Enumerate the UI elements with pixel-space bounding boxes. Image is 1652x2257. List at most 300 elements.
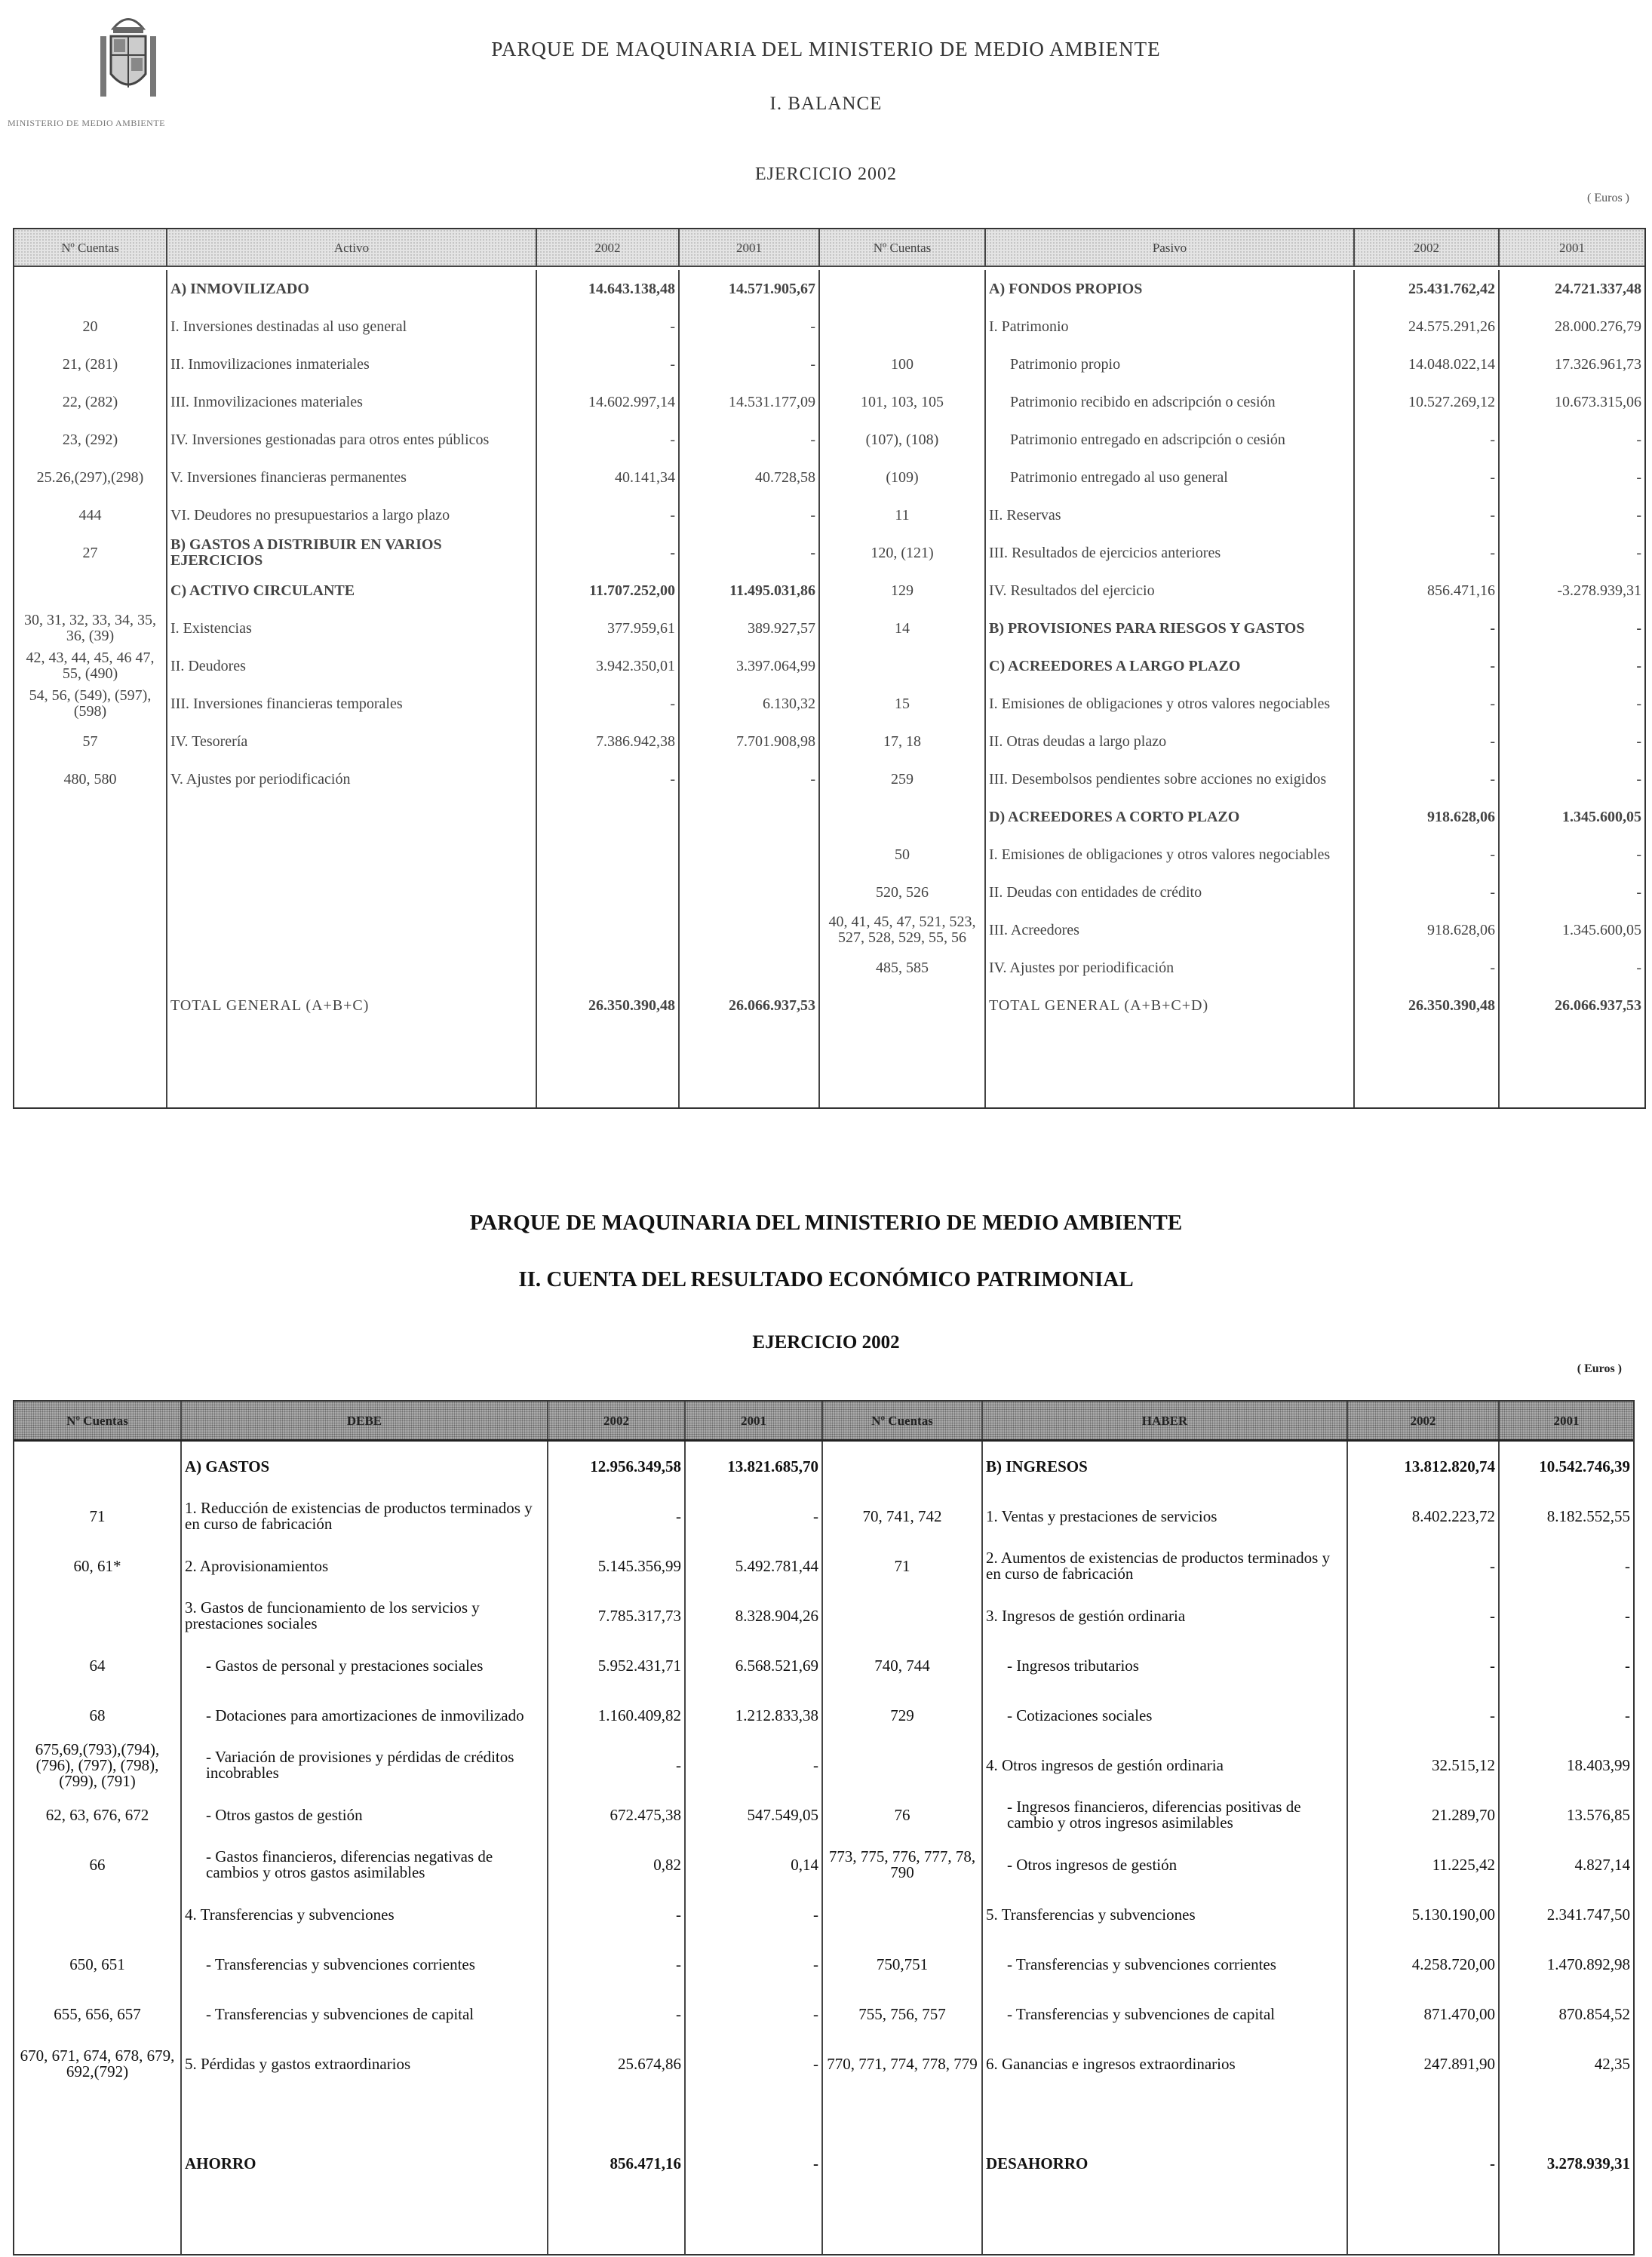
account-numbers (14, 1840, 182, 1890)
account-numbers (823, 1939, 983, 1989)
account-numbers (820, 723, 986, 760)
value-2002-text: 14.602.997,14 (588, 393, 675, 410)
account-numbers (820, 610, 986, 647)
concept-text: - Gastos de personal y prestaciones sociales (206, 1656, 484, 1675)
balance-table (13, 228, 1646, 1109)
value-2001-text: 24.721.337,48 (1555, 280, 1641, 297)
concept-text: 4. Transferencias y subvenciones (185, 1905, 395, 1924)
value-2002 (1348, 1690, 1500, 1740)
concept (983, 1989, 1348, 2039)
value-2002-text: 5.952.431,71 (597, 1656, 681, 1675)
concept-text: I. Emisiones de obligaciones y otros valores negociables (989, 695, 1331, 712)
account-numbers (14, 1790, 182, 1840)
value-2001-text: 8.328.904,26 (735, 1606, 818, 1625)
value-2001 (1500, 1541, 1633, 1591)
table-row (14, 760, 1644, 798)
value-2001 (686, 2039, 823, 2089)
concept-text: 5. Pérdidas y gastos extraordinarios (185, 2054, 411, 2073)
table-row (14, 836, 1644, 874)
concept (986, 496, 1355, 534)
value-2002 (537, 723, 680, 760)
table-row (14, 1840, 1633, 1890)
concept (182, 1591, 548, 1641)
value-2001-text: 18.403,99 (1567, 1755, 1630, 1774)
empty-cell (680, 1024, 820, 1107)
concept (167, 760, 537, 798)
table-row (14, 496, 1644, 534)
value-2001 (1500, 421, 1644, 459)
value-2002-text: - (670, 355, 675, 373)
value-2002-text: - (676, 1755, 681, 1774)
account-numbers-text: 68 (89, 1706, 106, 1724)
account-numbers (823, 2139, 983, 2188)
account-numbers (14, 987, 167, 1024)
value-2002-text: - (1490, 468, 1495, 486)
value-2002-text: - (1490, 883, 1495, 901)
value-2002-text: 32.515,12 (1432, 1755, 1495, 1774)
value-2002 (1348, 2089, 1500, 2139)
column-header: Activo (167, 229, 537, 266)
account-numbers-text: 66 (89, 1855, 106, 1874)
value-2002 (548, 2089, 686, 2139)
account-numbers (14, 2089, 182, 2139)
value-2002 (1355, 798, 1500, 836)
value-2002 (1355, 987, 1500, 1024)
column-header: 2002 (1348, 1402, 1500, 1439)
value-2002 (1355, 723, 1500, 760)
table-row (14, 1491, 1633, 1541)
account-numbers (14, 723, 167, 760)
value-2002 (1355, 459, 1500, 496)
value-2001 (686, 1890, 823, 1939)
value-2001 (680, 383, 820, 421)
value-2002 (1348, 1939, 1500, 1989)
value-2001-text: - (1636, 657, 1641, 674)
concept-text: II. Deudas con entidades de crédito (989, 883, 1202, 901)
value-2002 (548, 1740, 686, 1790)
value-2001-text: - (1636, 846, 1641, 863)
account-numbers (820, 647, 986, 685)
value-2002 (548, 1641, 686, 1690)
value-2002-text: - (1490, 1556, 1495, 1575)
column-header: Pasivo (986, 229, 1355, 266)
value-2002-text: 25.431.762,42 (1408, 280, 1495, 297)
value-2001-text: - (810, 770, 815, 788)
value-2002-text: 5.145.356,99 (597, 1556, 681, 1575)
value-2001-text: - (1625, 1606, 1630, 1625)
value-2001 (1500, 685, 1644, 723)
value-2002 (537, 572, 680, 610)
column-header: Nº Cuentas (823, 1402, 983, 1439)
value-2002 (1355, 836, 1500, 874)
account-numbers-text: 71 (89, 1506, 106, 1525)
value-2001-text: 14.531.177,09 (729, 393, 815, 410)
concept (986, 949, 1355, 987)
table-row (14, 572, 1644, 610)
value-2002-text: - (676, 2004, 681, 2023)
concept-text: - Dotaciones para amortizaciones de inmovilizado (206, 1706, 524, 1724)
account-numbers (14, 610, 167, 647)
value-2002-text: - (1490, 1706, 1495, 1724)
value-2002 (1348, 1591, 1500, 1641)
value-2001 (680, 421, 820, 459)
concept-text: 1. Reducción de existencias de productos terminados y en curso de fabricación (185, 1499, 533, 1533)
value-2002-text: 21.289,70 (1432, 1805, 1495, 1824)
concept (167, 496, 537, 534)
value-2001-text: 40.728,58 (755, 468, 815, 486)
filler-row (14, 1024, 1644, 1107)
value-2002-text: 856.471,16 (1427, 582, 1495, 599)
account-numbers (823, 1541, 983, 1591)
value-2002-text: 7.785.317,73 (597, 1606, 681, 1625)
empty-cell (686, 2188, 823, 2254)
value-2001-text: - (813, 2054, 818, 2073)
value-2002-text: 14.643.138,48 (588, 280, 675, 297)
concept (167, 421, 537, 459)
account-numbers (14, 1740, 182, 1790)
account-numbers (823, 1641, 983, 1690)
value-2002-text: 871.470,00 (1423, 2004, 1495, 2023)
table-header (14, 1402, 1633, 1442)
value-2001 (686, 2089, 823, 2139)
value-2002 (1355, 383, 1500, 421)
account-numbers-text: 11 (895, 506, 910, 524)
column-header: Nº Cuentas (14, 1402, 182, 1439)
table-row (14, 421, 1644, 459)
table-row (14, 459, 1644, 496)
value-2001-text: 389.927,57 (748, 619, 815, 637)
value-2002 (537, 874, 680, 911)
value-2001 (1500, 1840, 1633, 1890)
value-2002-text: 918.628,06 (1427, 808, 1495, 825)
value-2001-text: 6.130,32 (763, 695, 815, 712)
concept (986, 685, 1355, 723)
account-numbers (823, 1989, 983, 2039)
concept-text: - Ingresos tributarios (1007, 1656, 1139, 1675)
concept (167, 723, 537, 760)
table-row (14, 2039, 1633, 2089)
value-2001 (680, 949, 820, 987)
value-2002 (1348, 1790, 1500, 1840)
concept (986, 610, 1355, 647)
account-numbers-text: (109) (886, 468, 919, 486)
value-2002-text: - (1490, 846, 1495, 863)
empty-cell (983, 2188, 1348, 2254)
value-2002 (548, 2039, 686, 2089)
value-2001 (680, 647, 820, 685)
concept (182, 1790, 548, 1840)
account-numbers-text: 57 (82, 732, 98, 750)
account-numbers-text: 670, 671, 674, 678, 679, 692,(792) (20, 2047, 175, 2080)
value-2002 (537, 610, 680, 647)
value-2001 (680, 911, 820, 949)
value-2001-text: 28.000.276,79 (1555, 318, 1641, 335)
value-2002 (537, 911, 680, 949)
value-2001 (1500, 723, 1644, 760)
account-numbers-text: 675,69,(793),(794), (796), (797), (798), (799), (791) (35, 1740, 160, 1790)
value-2001 (1500, 987, 1644, 1024)
value-2002 (1348, 2139, 1500, 2188)
account-numbers-text: 23, (292) (62, 431, 118, 448)
value-2002-text: - (1490, 959, 1495, 976)
table-row (14, 1541, 1633, 1591)
concept (983, 1790, 1348, 1840)
concept (167, 798, 537, 836)
column-header: 2002 (1355, 229, 1500, 266)
value-2002-text: 26.350.390,48 (1408, 996, 1495, 1014)
value-2002 (537, 421, 680, 459)
value-2002 (1348, 2039, 1500, 2089)
value-2001 (1500, 496, 1644, 534)
value-2002-text: - (1490, 657, 1495, 674)
value-2002 (1355, 610, 1500, 647)
value-2002-text: - (676, 1955, 681, 1973)
concept-text: TOTAL GENERAL (A+B+C+D) (989, 996, 1209, 1014)
concept (182, 1740, 548, 1790)
concept-text: IV. Ajustes por periodificación (989, 959, 1175, 976)
concept (182, 1939, 548, 1989)
concept-text: 1. Ventas y prestaciones de servicios (986, 1506, 1218, 1525)
value-2001-text: - (1636, 506, 1641, 524)
value-2001-text: 870.854,52 (1558, 2004, 1630, 2023)
concept (182, 1442, 548, 1491)
concept (983, 1840, 1348, 1890)
account-numbers-text: 729 (890, 1706, 914, 1724)
value-2001-text: 10.673.315,06 (1555, 393, 1641, 410)
value-2001-text: 1.212.833,38 (735, 1706, 818, 1724)
value-2002-text: 7.386.942,38 (596, 732, 675, 750)
value-2002 (1355, 270, 1500, 308)
account-numbers-text: 70, 741, 742 (862, 1506, 942, 1525)
value-2002 (1348, 1840, 1500, 1890)
value-2001 (1500, 1491, 1633, 1541)
value-2002-text: 0,82 (653, 1855, 681, 1874)
account-numbers (14, 1641, 182, 1690)
concept-text: DESAHORRO (986, 2154, 1089, 2173)
value-2002-text: 10.527.269,12 (1408, 393, 1495, 410)
column-header: 2001 (1559, 240, 1585, 255)
value-2001 (686, 1690, 823, 1740)
value-2002 (537, 798, 680, 836)
concept-text: IV. Inversiones gestionadas para otros entes públicos (170, 431, 490, 448)
concept (167, 572, 537, 610)
value-2001 (1500, 1641, 1633, 1690)
account-numbers-text: 101, 103, 105 (861, 393, 944, 410)
account-numbers (823, 1790, 983, 1840)
value-2001 (1500, 534, 1644, 572)
account-numbers (823, 1890, 983, 1939)
value-2001 (1500, 1442, 1633, 1491)
value-2002 (1355, 345, 1500, 383)
column-header: 2001 (686, 1402, 823, 1439)
column-header: 2001 (680, 229, 820, 266)
value-2001-text: - (813, 1506, 818, 1525)
account-numbers (14, 496, 167, 534)
concept (986, 987, 1355, 1024)
value-2001 (686, 1541, 823, 1591)
account-numbers (820, 685, 986, 723)
table-row (14, 911, 1644, 949)
value-2001 (686, 1591, 823, 1641)
account-numbers-text: 740, 744 (874, 1656, 930, 1675)
concept (983, 2089, 1348, 2139)
value-2002 (1355, 534, 1500, 572)
account-numbers (14, 647, 167, 685)
account-numbers (823, 1591, 983, 1641)
value-2001 (680, 496, 820, 534)
value-2001-text: 13.821.685,70 (727, 1457, 818, 1475)
account-numbers-text: (107), (108) (865, 431, 939, 448)
concept-text: Patrimonio propio (1010, 355, 1121, 373)
value-2002 (548, 2139, 686, 2188)
account-numbers-text: 62, 63, 676, 672 (45, 1805, 149, 1824)
value-2002 (1348, 1740, 1500, 1790)
value-2002 (537, 496, 680, 534)
account-numbers (820, 308, 986, 345)
column-header: 2002 (548, 1402, 686, 1439)
concept-text: 2. Aprovisionamientos (185, 1556, 329, 1575)
concept (182, 1690, 548, 1740)
value-2001 (1500, 874, 1644, 911)
value-2002 (1355, 685, 1500, 723)
balance-title: PARQUE DE MAQUINARIA DEL MINISTERIO DE MEDIO AMBIENTE (491, 38, 1161, 60)
value-2001 (680, 798, 820, 836)
value-2001-text: - (1636, 619, 1641, 637)
value-2001 (1500, 949, 1644, 987)
value-2002 (537, 345, 680, 383)
value-2001 (686, 1840, 823, 1890)
account-numbers (820, 798, 986, 836)
concept-text: III. Inmovilizaciones materiales (170, 393, 363, 410)
concept-text: Patrimonio entregado en adscripción o cesión (1010, 431, 1285, 448)
account-numbers-text: 60, 61* (73, 1556, 121, 1575)
value-2001-text: 1.345.600,05 (1562, 921, 1641, 938)
value-2001-text: - (1636, 770, 1641, 788)
account-numbers (14, 1591, 182, 1641)
value-2001 (686, 1442, 823, 1491)
account-numbers-text: 50 (895, 846, 910, 863)
table-row (14, 874, 1644, 911)
value-2001-text: - (1625, 1706, 1630, 1724)
concept-text: 3. Ingresos de gestión ordinaria (986, 1606, 1186, 1625)
account-numbers-text: 64 (89, 1656, 106, 1675)
concept (983, 1690, 1348, 1740)
concept-text: I. Emisiones de obligaciones y otros valores negociables (989, 846, 1331, 863)
value-2002 (548, 1989, 686, 2039)
concept (986, 798, 1355, 836)
account-numbers-text: 22, (282) (62, 393, 118, 410)
value-2001-text: - (1636, 695, 1641, 712)
concept-text: III. Desembolsos pendientes sobre acciones no exigidos (989, 770, 1327, 788)
value-2001-text: - (810, 506, 815, 524)
value-2002-text: - (1490, 695, 1495, 712)
account-numbers (820, 572, 986, 610)
value-2002-text: - (670, 506, 675, 524)
concept (986, 836, 1355, 874)
concept-text: I. Existencias (170, 619, 252, 637)
value-2002 (537, 534, 680, 572)
value-2001-text: - (1636, 431, 1641, 448)
concept (167, 345, 537, 383)
concept (986, 647, 1355, 685)
empty-cell (14, 1024, 167, 1107)
account-numbers-text: 259 (891, 770, 914, 788)
account-numbers-text: 76 (894, 1805, 910, 1824)
resultado-title: PARQUE DE MAQUINARIA DEL MINISTERIO DE MEDIO AMBIENTE (469, 1211, 1183, 1235)
account-numbers (14, 2139, 182, 2188)
value-2001-text: - (1636, 544, 1641, 561)
account-numbers (14, 1491, 182, 1541)
concept-text: Patrimonio recibido en adscripción o cesión (1010, 393, 1276, 410)
concept-text: B) PROVISIONES PARA RIESGOS Y GASTOS (989, 619, 1305, 637)
table-row (14, 2139, 1633, 2188)
value-2002-text: 13.812.820,74 (1404, 1457, 1495, 1475)
concept-text: A) FONDOS PROPIOS (989, 280, 1143, 297)
account-numbers-text: 40, 41, 45, 47, 521, 523, 527, 528, 529, 55, 56 (828, 914, 976, 946)
value-2001-text: - (1636, 959, 1641, 976)
empty-cell (537, 1024, 680, 1107)
account-numbers (14, 836, 167, 874)
concept-text: D) ACREEDORES A CORTO PLAZO (989, 808, 1240, 825)
empty-cell (986, 1024, 1355, 1107)
value-2002 (537, 987, 680, 1024)
value-2002 (1348, 1541, 1500, 1591)
table-row (14, 1641, 1633, 1690)
value-2002-text: 918.628,06 (1427, 921, 1495, 938)
value-2001 (1500, 383, 1644, 421)
concept-text: A) GASTOS (185, 1457, 270, 1475)
value-2002-text: - (670, 431, 675, 448)
account-numbers-text: 480, 580 (63, 770, 117, 788)
value-2001-text: 6.568.521,69 (735, 1656, 818, 1675)
value-2002 (548, 1690, 686, 1740)
value-2002 (1348, 1989, 1500, 2039)
column-header: DEBE (182, 1402, 548, 1439)
concept-text: 6. Ganancias e ingresos extraordinarios (986, 2054, 1236, 2073)
value-2002 (548, 1890, 686, 1939)
concept (986, 760, 1355, 798)
value-2001-text: 13.576,85 (1567, 1805, 1630, 1824)
account-numbers-text: 25.26,(297),(298) (36, 468, 144, 486)
concept (182, 1641, 548, 1690)
value-2001 (1500, 911, 1644, 949)
value-2001 (680, 345, 820, 383)
account-numbers (820, 534, 986, 572)
account-numbers-text: 650, 651 (69, 1955, 125, 1973)
concept (986, 911, 1355, 949)
account-numbers (14, 572, 167, 610)
concept (983, 1740, 1348, 1790)
value-2001 (1500, 610, 1644, 647)
concept (986, 421, 1355, 459)
concept-text: B) GASTOS A DISTRIBUIR EN VARIOS EJERCICIOS (170, 536, 442, 569)
value-2002 (1355, 572, 1500, 610)
value-2002-text: - (1490, 619, 1495, 637)
concept (983, 2039, 1348, 2089)
table-row (14, 987, 1644, 1024)
value-2002-text: 3.942.350,01 (596, 657, 675, 674)
value-2001 (1500, 270, 1644, 308)
value-2002 (548, 1939, 686, 1989)
resultado-units: ( Euros ) (1577, 1362, 1622, 1375)
table-row (14, 1939, 1633, 1989)
account-numbers-text: 129 (891, 582, 914, 599)
concept (167, 383, 537, 421)
account-numbers (820, 911, 986, 949)
value-2002 (537, 308, 680, 345)
value-2002 (537, 270, 680, 308)
concept (986, 383, 1355, 421)
